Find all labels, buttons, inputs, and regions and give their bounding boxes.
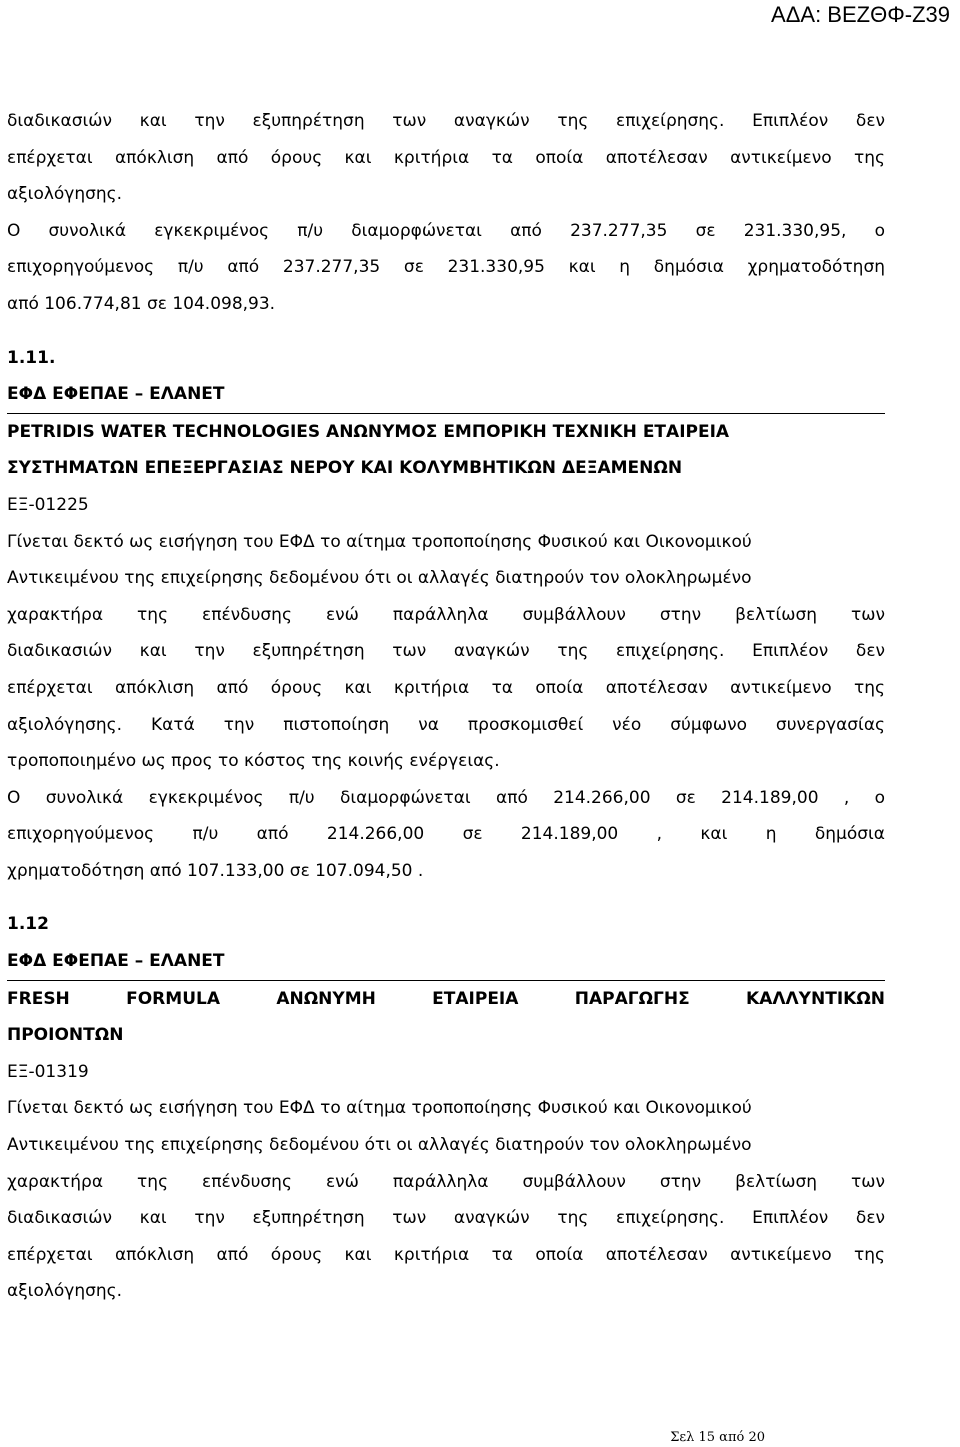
company-line: ΠΡΟΙΟΝΤΩΝ — [7, 1025, 124, 1046]
text-line: επιχορηγούμενος π/υ από 237.277,35 σε 231.330,95 και η δημόσια χρηματοδότηση — [7, 257, 885, 278]
text-line: χρηματοδότηση από 107.133,00 σε 107.094,50 . — [7, 860, 424, 881]
text-line: αξιολόγησης. — [7, 1281, 123, 1302]
text-line: χαρακτήρα της επένδυσης ενώ παράλληλα συμβάλλουν στην βελτίωση των — [7, 1171, 885, 1192]
text-line: τροποποιημένο ως προς το κόστος της κοινής ενέργειας. — [7, 751, 500, 772]
decision-paragraph — [7, 1090, 885, 1310]
text-line: χαρακτήρα της επένδυσης ενώ παράλληλα συμβάλλουν στην βελτίωση των — [7, 604, 885, 625]
text-line: επέρχεται απόκλιση από όρους και κριτήρια τα οποία αποτέλεσαν αντικείμενο της — [7, 677, 885, 698]
text-line: διαδικασιών και την εξυπηρέτηση των αναγκών της επιχείρησης. Επιπλέον δεν — [7, 111, 885, 131]
company-name — [7, 413, 885, 487]
text-line: Γίνεται δεκτό ως εισήγηση του ΕΦΔ το αίτημα τροποποίησης Φυσικού και Οικονομικού — [7, 1098, 752, 1119]
section-number: 1.11. — [7, 347, 56, 368]
company-line: ΣΥΣΤΗΜΑΤΩΝ ΕΠΕΞΕΡΓΑΣΙΑΣ ΝΕΡΟΥ ΚΑΙ ΚΟΛΥΜΒΗΤΙΚΩΝ ΔΕΞΑΜΕΝΩΝ — [7, 458, 683, 479]
text-line: Αντικειμένου της επιχείρησης δεδομένου ότι οι αλλαγές διατηρούν τον ολοκληρωμένο — [7, 1135, 752, 1156]
text-line: Αντικειμένου της επιχείρησης δεδομένου ότι οι αλλαγές διατηρούν τον ολοκληρωμένο — [7, 568, 752, 589]
section-header: ΕΦΔ ΕΦΕΠΑΕ – ΕΛΑΝΕΤ — [7, 951, 225, 972]
text-line: διαδικασιών και την εξυπηρέτηση των αναγκών της επιχείρησης. Επιπλέον δεν — [7, 1208, 885, 1229]
text-line: Ο συνολικά εγκεκριμένος π/υ διαμορφώνεται από 237.277,35 σε 231.330,95, ο — [7, 220, 885, 241]
text-line: επιχορηγούμενος π/υ από 214.266,00 σε 214.189,00 , και η δημόσια — [7, 824, 885, 845]
section-header: ΕΦΔ ΕΦΕΠΑΕ – ΕΛΑΝΕΤ — [7, 384, 225, 405]
text-line: από 106.774,81 σε 104.098,93. — [7, 293, 276, 314]
document-body — [7, 103, 885, 1310]
text-line: επέρχεται απόκλιση από όρους και κριτήρια τα οποία αποτέλεσαν αντικείμενο της — [7, 1244, 885, 1265]
company-name — [7, 980, 885, 1054]
company-line: PETRIDIS WATER TECHNOLOGIES ΑΝΩΝΥΜΟΣ ΕΜΠΟΡΙΚΗ ΤΕΧΝΙΚΗ ΕΤΑΙΡΕΙΑ — [7, 421, 730, 442]
text-line: επέρχεται απόκλιση από όρους και κριτήρια τα οποία αποτέλεσαν αντικείμενο της — [7, 147, 885, 168]
section-1-11 — [7, 340, 885, 890]
decision-paragraph — [7, 524, 885, 890]
ada-code: ΑΔΑ: ΒΕΖΘΦ-Ζ39 — [771, 2, 950, 27]
project-code: ΕΞ-01225 — [7, 494, 89, 515]
company-line: FRESH FORMULA ΑΝΩΝΥΜΗ ΕΤΑΙΡΕΙΑ ΠΑΡΑΓΩΓΗΣ ΚΑΛΛΥΝΤΙΚΩΝ — [7, 988, 885, 1009]
section-1-12 — [7, 906, 885, 1310]
text-line: αξιολόγησης. — [7, 184, 123, 205]
text-line: Γίνεται δεκτό ως εισήγηση του ΕΦΔ το αίτημα τροποποίησης Φυσικού και Οικονομικού — [7, 531, 752, 552]
intro-paragraph — [7, 103, 885, 323]
section-number: 1.12 — [7, 914, 49, 935]
page-number: Σελ 15 από 20 — [670, 1430, 765, 1445]
text-line: διαδικασιών και την εξυπηρέτηση των αναγκών της επιχείρησης. Επιπλέον δεν — [7, 641, 885, 662]
project-code: ΕΞ-01319 — [7, 1061, 89, 1082]
text-line: αξιολόγησης. Κατά την πιστοποίηση να προσκομισθεί νέο σύμφωνο συνεργασίας — [7, 714, 885, 735]
text-line: Ο συνολικά εγκεκριμένος π/υ διαμορφώνεται από 214.266,00 σε 214.189,00 , ο — [7, 787, 885, 808]
